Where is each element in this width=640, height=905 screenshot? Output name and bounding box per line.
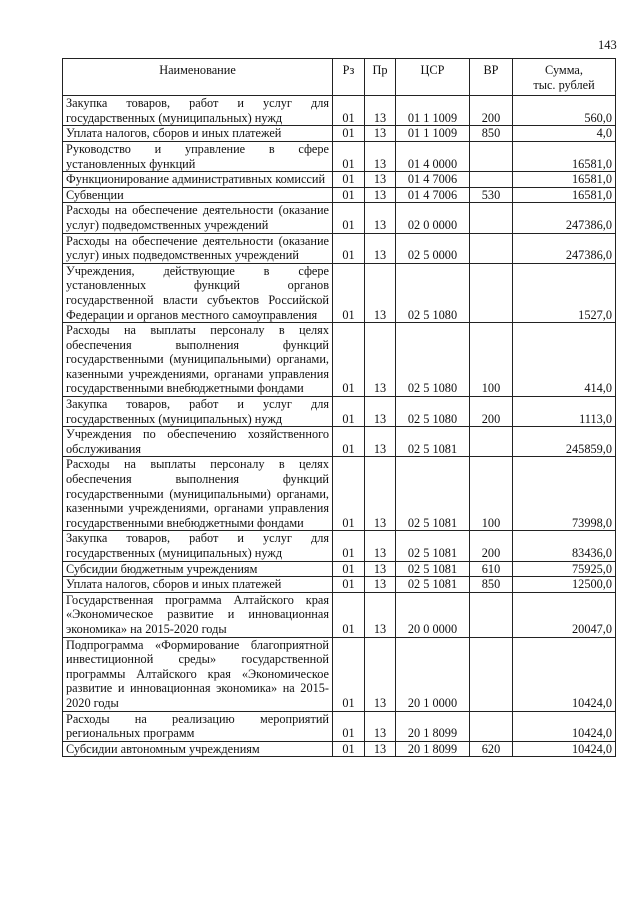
cell-pr: 13 (365, 126, 396, 142)
cell-rz: 01 (333, 397, 365, 427)
cell-sum: 83436,0 (513, 531, 616, 561)
cell-rz: 01 (333, 711, 365, 741)
cell-name: Субвенции (63, 187, 333, 203)
cell-sum: 16581,0 (513, 141, 616, 171)
cell-rz: 01 (333, 203, 365, 233)
cell-vr (470, 172, 513, 188)
cell-name: Учреждения, действующие в сфере установленных функций органов государственной власти субъектов Российской Федерации и органов местного самоуправления (63, 263, 333, 322)
cell-pr: 13 (365, 561, 396, 577)
cell-csr: 02 0 0000 (396, 203, 470, 233)
header-pr: Пр (365, 59, 396, 96)
cell-rz: 01 (333, 323, 365, 397)
cell-vr (470, 203, 513, 233)
cell-name: Уплата налогов, сборов и иных платежей (63, 577, 333, 593)
cell-vr (470, 427, 513, 457)
cell-vr: 200 (470, 531, 513, 561)
table-row (63, 172, 616, 188)
cell-vr (470, 263, 513, 322)
table-row (63, 96, 616, 126)
cell-rz: 01 (333, 741, 365, 757)
header-rz: Рз (333, 59, 365, 96)
cell-name: Подпрограмма «Формирование благоприятной инвестиционной среды» государственной программы Алтайского края «Экономическое развитие и инновационная экономика» на 2015-2020 годы (63, 637, 333, 711)
cell-vr (470, 141, 513, 171)
cell-pr: 13 (365, 457, 396, 531)
cell-rz: 01 (333, 126, 365, 142)
cell-name: Расходы на выплаты персоналу в целях обеспечения выполнения функций государственными (муниципальными) органами, казенными учреждениями, органами управления государственными внебюджетными фондами (63, 457, 333, 531)
header-sum (513, 59, 616, 96)
cell-name: Расходы на обеспечение деятельности (оказание услуг) иных подведомственных учреждений (63, 233, 333, 263)
cell-sum: 12500,0 (513, 577, 616, 593)
cell-csr: 02 5 1081 (396, 561, 470, 577)
cell-pr: 13 (365, 263, 396, 322)
cell-vr (470, 592, 513, 637)
cell-rz: 01 (333, 172, 365, 188)
page-number: 143 (598, 38, 617, 52)
table-row (63, 203, 616, 233)
cell-csr: 20 1 8099 (396, 741, 470, 757)
cell-sum: 16581,0 (513, 187, 616, 203)
table-row (63, 141, 616, 171)
cell-sum: 10424,0 (513, 711, 616, 741)
cell-pr: 13 (365, 96, 396, 126)
cell-name: Субсидии автономным учреждениям (63, 741, 333, 757)
header-sum-line1: Сумма, (545, 63, 583, 77)
cell-csr: 02 5 1081 (396, 457, 470, 531)
cell-csr: 02 5 1081 (396, 577, 470, 593)
cell-rz: 01 (333, 96, 365, 126)
cell-pr: 13 (365, 531, 396, 561)
header-name: Наименование (63, 59, 333, 96)
cell-sum: 10424,0 (513, 741, 616, 757)
cell-name: Функционирование административных комиссий (63, 172, 333, 188)
cell-sum: 247386,0 (513, 203, 616, 233)
table-row (63, 561, 616, 577)
table-row (63, 323, 616, 397)
cell-name: Руководство и управление в сфере установленных функций (63, 141, 333, 171)
cell-rz: 01 (333, 187, 365, 203)
table-row (63, 427, 616, 457)
cell-sum: 20047,0 (513, 592, 616, 637)
cell-csr: 02 5 1080 (396, 263, 470, 322)
budget-table (62, 58, 616, 757)
cell-csr: 02 5 1080 (396, 397, 470, 427)
cell-vr: 610 (470, 561, 513, 577)
header-sum-line2: тыс. рублей (533, 77, 595, 92)
cell-csr: 01 4 7006 (396, 172, 470, 188)
cell-sum: 4,0 (513, 126, 616, 142)
cell-csr: 02 5 1081 (396, 531, 470, 561)
cell-csr: 20 1 0000 (396, 637, 470, 711)
cell-rz: 01 (333, 561, 365, 577)
cell-name: Государственная программа Алтайского края «Экономическое развитие и инновационная экономика» на 2015-2020 годы (63, 592, 333, 637)
cell-name: Расходы на обеспечение деятельности (оказание услуг) подведомственных учреждений (63, 203, 333, 233)
cell-sum: 75925,0 (513, 561, 616, 577)
cell-csr: 01 4 0000 (396, 141, 470, 171)
cell-rz: 01 (333, 531, 365, 561)
cell-pr: 13 (365, 637, 396, 711)
cell-csr: 02 5 1080 (396, 323, 470, 397)
cell-rz: 01 (333, 457, 365, 531)
cell-csr: 02 5 1081 (396, 427, 470, 457)
cell-sum: 560,0 (513, 96, 616, 126)
header-vr: ВР (470, 59, 513, 96)
cell-vr: 620 (470, 741, 513, 757)
cell-csr: 01 1 1009 (396, 126, 470, 142)
cell-name: Закупка товаров, работ и услуг для государственных (муниципальных) нужд (63, 531, 333, 561)
cell-name: Расходы на выплаты персоналу в целях обеспечения выполнения функций государственными (муниципальными) органами, казенными учреждениями, органами управления государственными внебюджетными фондами (63, 323, 333, 397)
cell-vr: 100 (470, 457, 513, 531)
cell-rz: 01 (333, 141, 365, 171)
cell-rz: 01 (333, 263, 365, 322)
table-row (63, 637, 616, 711)
cell-vr: 530 (470, 187, 513, 203)
cell-vr: 850 (470, 577, 513, 593)
table-header-row (63, 59, 616, 96)
table-row (63, 397, 616, 427)
cell-vr: 100 (470, 323, 513, 397)
table-row (63, 126, 616, 142)
table-row (63, 741, 616, 757)
cell-rz: 01 (333, 427, 365, 457)
cell-pr: 13 (365, 427, 396, 457)
cell-sum: 414,0 (513, 323, 616, 397)
cell-name: Учреждения по обеспечению хозяйственного обслуживания (63, 427, 333, 457)
cell-csr: 01 4 7006 (396, 187, 470, 203)
table-body (63, 96, 616, 757)
cell-sum: 73998,0 (513, 457, 616, 531)
cell-pr: 13 (365, 172, 396, 188)
cell-csr: 02 5 0000 (396, 233, 470, 263)
cell-rz: 01 (333, 637, 365, 711)
cell-pr: 13 (365, 577, 396, 593)
cell-rz: 01 (333, 233, 365, 263)
cell-csr: 20 0 0000 (396, 592, 470, 637)
cell-sum: 245859,0 (513, 427, 616, 457)
cell-name: Субсидии бюджетным учреждениям (63, 561, 333, 577)
cell-csr: 01 1 1009 (396, 96, 470, 126)
cell-vr: 850 (470, 126, 513, 142)
cell-rz: 01 (333, 592, 365, 637)
cell-pr: 13 (365, 141, 396, 171)
table-row (63, 531, 616, 561)
cell-vr: 200 (470, 397, 513, 427)
cell-vr: 200 (470, 96, 513, 126)
table-row (63, 711, 616, 741)
table-row (63, 577, 616, 593)
cell-pr: 13 (365, 187, 396, 203)
table-row (63, 263, 616, 322)
cell-vr (470, 637, 513, 711)
cell-pr: 13 (365, 741, 396, 757)
table-row (63, 457, 616, 531)
cell-sum: 16581,0 (513, 172, 616, 188)
cell-vr (470, 711, 513, 741)
cell-name: Закупка товаров, работ и услуг для государственных (муниципальных) нужд (63, 96, 333, 126)
cell-csr: 20 1 8099 (396, 711, 470, 741)
table-row (63, 233, 616, 263)
cell-name: Расходы на реализацию мероприятий региональных программ (63, 711, 333, 741)
cell-pr: 13 (365, 203, 396, 233)
cell-pr: 13 (365, 323, 396, 397)
cell-pr: 13 (365, 711, 396, 741)
table-row (63, 592, 616, 637)
cell-name: Уплата налогов, сборов и иных платежей (63, 126, 333, 142)
cell-vr (470, 233, 513, 263)
cell-pr: 13 (365, 592, 396, 637)
cell-pr: 13 (365, 397, 396, 427)
cell-sum: 1113,0 (513, 397, 616, 427)
header-csr: ЦСР (396, 59, 470, 96)
table-row (63, 187, 616, 203)
cell-sum: 1527,0 (513, 263, 616, 322)
cell-sum: 10424,0 (513, 637, 616, 711)
cell-sum: 247386,0 (513, 233, 616, 263)
cell-rz: 01 (333, 577, 365, 593)
cell-pr: 13 (365, 233, 396, 263)
cell-name: Закупка товаров, работ и услуг для государственных (муниципальных) нужд (63, 397, 333, 427)
